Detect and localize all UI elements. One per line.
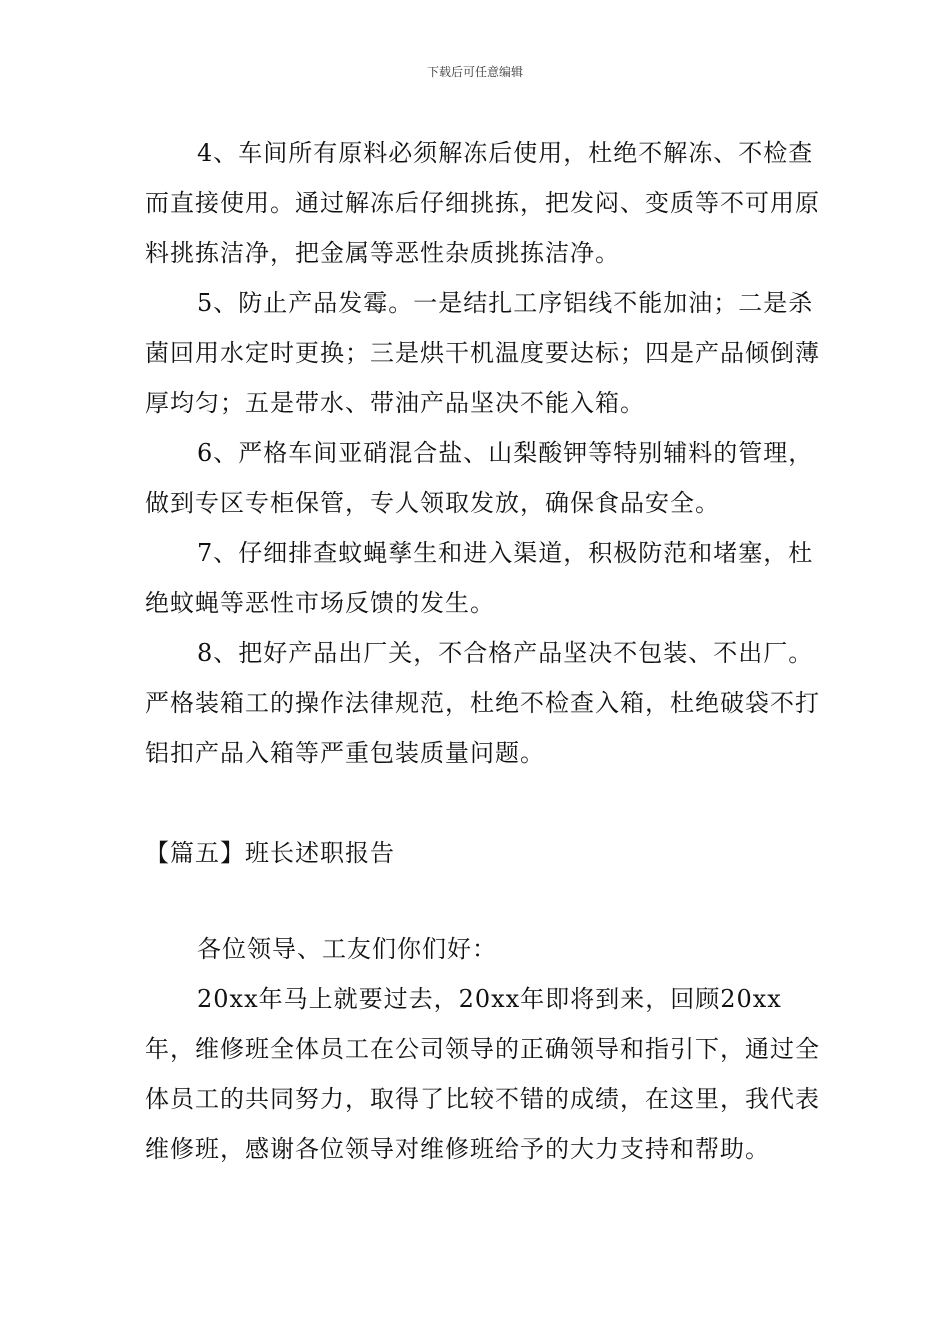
document-body (145, 128, 825, 1174)
salutation-paragraph: 各位领导、工友们你们好： (197, 935, 497, 963)
paragraph-item-8: 8、把好产品出厂关，不合格产品坚决不包装、不出厂。严格装箱工的操作法律规范，杜绝不检查入箱，杜绝破袋不打铝扣产品入箱等严重包装质量问题。 (145, 639, 820, 767)
page-header-note: 下载后可任意编辑 (426, 65, 523, 79)
paragraph-item-7: 7、仔细排查蚊蝇孳生和进入渠道，积极防范和堵塞，杜绝蚊蝇等恶性市场反馈的发生。 (145, 539, 814, 617)
paragraph-item-4: 4、车间所有原料必须解冻后使用，杜绝不解冻、不检查而直接使用。通过解冻后仔细挑拣，把发闷、变质等不可用原料挑拣洁净，把金属等恶性杂质挑拣洁净。 (145, 139, 820, 267)
paragraph-item-6: 6、严格车间亚硝混合盐、山梨酸钾等特别辅料的管理，做到专区专柜保管，专人领取发放，确保食品安全。 (145, 439, 814, 517)
section-title: 【篇五】班长述职报告 (145, 839, 395, 867)
section-spacer (145, 778, 825, 828)
section-spacer (145, 878, 825, 924)
report-intro-paragraph: 20xx年马上就要过去，20xx年即将到来，回顾20xx年，维修班全体员工在公司领导的正确领导和指引下，通过全体员工的共同努力，取得了比较不错的成绩，在这里，我代表维修班，感谢各位领导对维修班给予的大力支持和帮助。 (145, 985, 820, 1163)
paragraph-item-5: 5、防止产品发霉。一是结扎工序铝线不能加油；二是杀菌回用水定时更换；三是烘干机温度要达标；四是产品倾倒薄厚均匀；五是带水、带油产品坚决不能入箱。 (145, 289, 820, 417)
